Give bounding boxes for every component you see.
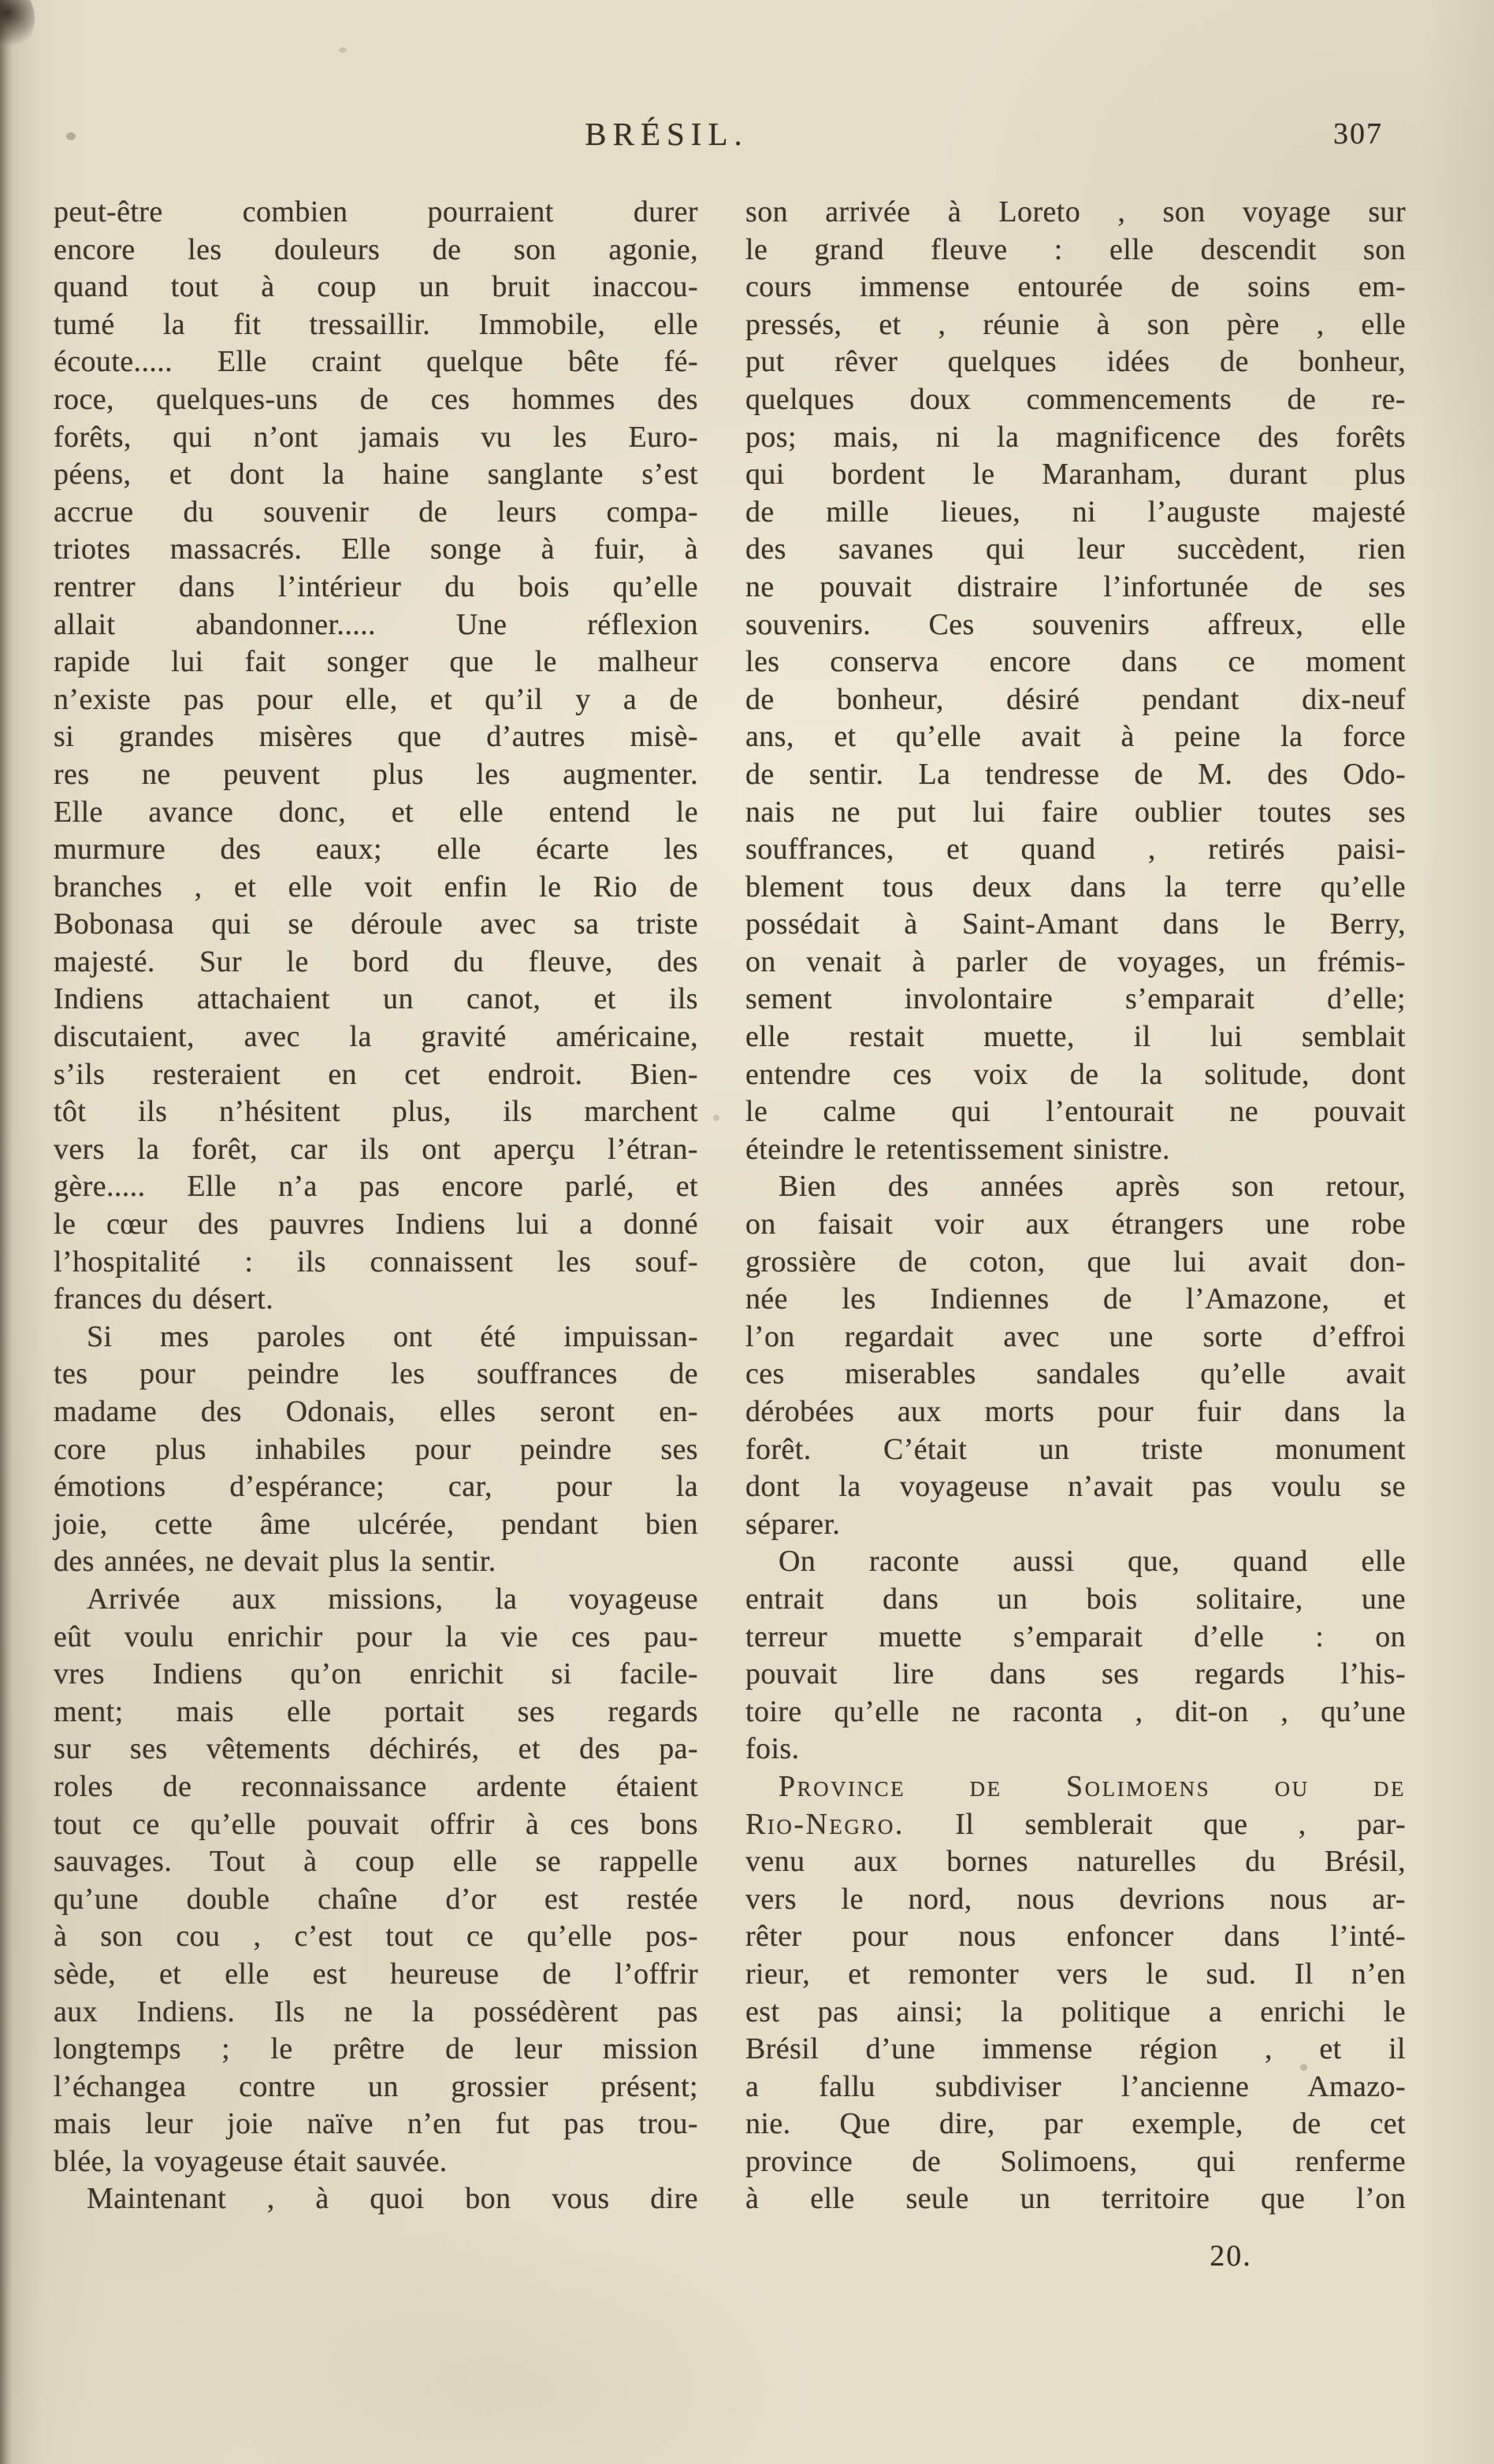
text-line: entendre ces voix de la solitude, dont: [745, 1057, 1406, 1091]
page-header: [0, 115, 1494, 162]
text-line: province de Solimoens, qui renferme: [745, 2144, 1406, 2178]
text-line: séparer.: [745, 1507, 841, 1541]
text-line: souvenirs. Ces souvenirs affreux, elle: [745, 607, 1406, 641]
text-line: l’hospitalité : ils connaissent les souf-: [54, 1245, 698, 1278]
text-line: terreur muette s’emparait d’elle : on: [745, 1620, 1406, 1653]
text-line: mais leur joie naïve n’en fut pas trou-: [54, 2107, 698, 2141]
text-line: ces miserables sandales qu’elle avait: [745, 1357, 1406, 1391]
running-title: BRÉSIL.: [585, 116, 749, 152]
text-line: On raconte aussi que, quand elle: [779, 1545, 1406, 1579]
text-line: quand tout à coup un bruit inaccou-: [54, 270, 698, 304]
text-line: fois.: [745, 1732, 800, 1766]
text-line: grossière de coton, que lui avait don-: [745, 1245, 1406, 1278]
text-line: dérobées aux morts pour fuir dans la: [745, 1395, 1406, 1428]
text-line: entrait dans un bois solitaire, une: [745, 1582, 1406, 1616]
text-line: sement involontaire s’emparait d’elle;: [745, 982, 1406, 1016]
text-line: rentrer dans l’intérieur du bois qu’elle: [54, 570, 698, 603]
text-segment: Il semblerait que , par-: [904, 1807, 1406, 1841]
text-line: joie, cette âme ulcérée, pendant bien: [54, 1507, 698, 1541]
text-line: discutaient, avec la gravité américaine,: [54, 1020, 698, 1054]
left-column: [54, 194, 698, 2218]
text-line: qui bordent le Maranham, durant plus: [745, 458, 1406, 492]
text-line: Arrivée aux missions, la voyageuse: [87, 1582, 698, 1616]
text-line: des années, ne devait plus la sentir.: [54, 1545, 496, 1579]
text-line: les conserva encore dans ce moment: [745, 645, 1406, 679]
text-line: l’échangea contre un grossier présent;: [54, 2069, 698, 2103]
text-line: forêt. C’était un triste monument: [745, 1432, 1406, 1466]
text-line: le grand fleuve : elle descendit son: [745, 232, 1406, 266]
text-line: sède, et elle est heureuse de l’offrir: [54, 1957, 698, 1991]
text-line: res ne peuvent plus les augmenter.: [54, 757, 698, 791]
paper-speck: [0, 0, 35, 49]
text-line: Province de Solimoens ou de: [779, 1769, 1406, 1803]
text-line: rieur, et remonter vers le sud. Il n’en: [745, 1957, 1406, 1991]
text-line: dont la voyageuse n’avait pas voulu se: [745, 1470, 1406, 1504]
text-line: put rêver quelques idées de bonheur,: [745, 345, 1406, 379]
text-line: murmure des eaux; elle écarte les: [54, 833, 698, 866]
text-line: est pas ainsi; la politique a enrichi le: [745, 1995, 1406, 2028]
text-line: de mille lieues, ni l’auguste majesté: [745, 495, 1406, 529]
text-block: [54, 194, 1406, 2218]
text-line: cours immense entourée de soins em-: [745, 270, 1406, 304]
text-line: l’on regardait avec une sorte d’effroi: [745, 1319, 1406, 1353]
text-line: eût voulu enrichir pour la vie ces pau-: [54, 1620, 698, 1653]
text-line: née les Indiennes de l’Amazone, et: [745, 1282, 1406, 1316]
text-line: branches , et elle voit enfin le Rio de: [54, 870, 698, 904]
text-line: gère..... Elle n’a pas encore parlé, et: [54, 1170, 698, 1204]
text-line: a fallu subdiviser l’ancienne Amazo-: [745, 2069, 1406, 2103]
text-line: quelques doux commencements de re-: [745, 382, 1406, 416]
text-line: pressés, et , réunie à son père , elle: [745, 307, 1406, 341]
text-line: pouvait lire dans ses regards l’his-: [745, 1657, 1406, 1691]
text-line: émotions d’espérance; car, pour la: [54, 1470, 698, 1504]
sheet-signature: 20.: [1210, 2239, 1252, 2273]
text-line: péens, et dont la haine sanglante s’est: [54, 458, 698, 492]
paper-speck: [339, 47, 347, 53]
text-line: encore les douleurs de son agonie,: [54, 232, 698, 266]
text-line: roce, quelques-uns de ces hommes des: [54, 382, 698, 416]
text-line: Bien des années après son retour,: [779, 1170, 1406, 1204]
text-line: madame des Odonais, elles seront en-: [54, 1395, 698, 1428]
text-line: de bonheur, désiré pendant dix-neuf: [745, 682, 1406, 716]
text-line: triotes massacrés. Elle songe à fuir, à: [54, 533, 698, 566]
text-line: allait abandonner..... Une réflexion: [54, 607, 698, 641]
text-segment: Rio-Negro.: [745, 1807, 905, 1841]
text-line: vers le nord, nous devrions nous ar-: [745, 1882, 1406, 1916]
text-line: Bobonasa qui se déroule avec sa triste: [54, 907, 698, 941]
text-line: possédait à Saint-Amant dans le Berry,: [745, 907, 1406, 941]
text-line: toire qu’elle ne raconta , dit-on , qu’une: [745, 1694, 1406, 1728]
text-line: nie. Que dire, par exemple, de cet: [745, 2107, 1406, 2141]
page-number: 307: [1333, 117, 1383, 150]
text-line: tumé la fit tressaillir. Immobile, elle: [54, 307, 698, 341]
text-line: à son cou , c’est tout ce qu’elle pos-: [54, 1920, 698, 1954]
text-line: Elle avance donc, et elle entend le: [54, 795, 698, 829]
text-line: ne pouvait distraire l’infortunée de ses: [745, 570, 1406, 603]
text-line: sur ses vêtements déchirés, et des pa-: [54, 1732, 698, 1766]
text-line: n’existe pas pour elle, et qu’il y a de: [54, 682, 698, 716]
text-line: blement tous deux dans la terre qu’elle: [745, 870, 1406, 904]
text-line: pos; mais, ni la magnificence des forêts: [745, 420, 1406, 454]
text-line: venu aux bornes naturelles du Brésil,: [745, 1845, 1406, 1879]
text-line: on faisait voir aux étrangers une robe: [745, 1208, 1406, 1241]
text-line: éteindre le retentissement sinistre.: [745, 1132, 1170, 1166]
text-line: ans, et qu’elle avait à peine la force: [745, 720, 1406, 754]
text-line: nais ne put lui faire oublier toutes ses: [745, 795, 1406, 829]
text-line: tout ce qu’elle pouvait offrir à ces bons: [54, 1807, 698, 1841]
text-line: des savanes qui leur succèdent, rien: [745, 533, 1406, 566]
text-line: souffrances, et quand , retirés paisi-: [745, 833, 1406, 866]
text-line: roles de reconnaissance ardente étaient: [54, 1769, 698, 1803]
text-line: aux Indiens. Ils ne la possédèrent pas: [54, 1995, 698, 2028]
text-line: ment; mais elle portait ses regards: [54, 1694, 698, 1728]
text-line: écoute..... Elle craint quelque bête fé-: [54, 345, 698, 379]
scan-left-edge-shadow: [0, 0, 13, 2464]
text-line: tôt ils n’hésitent plus, ils marchent: [54, 1095, 698, 1129]
text-line: Indiens attachaient un canot, et ils: [54, 982, 698, 1016]
text-line: rêter pour nous enfoncer dans l’inté-: [745, 1920, 1406, 1954]
text-line: le calme qui l’entourait ne pouvait: [745, 1095, 1406, 1129]
text-line: Si mes paroles ont été impuissan-: [87, 1319, 698, 1353]
right-column: [745, 194, 1406, 2218]
text-line: [745, 1806, 1406, 1844]
text-line: son arrivée à Loreto , son voyage sur: [745, 195, 1406, 228]
text-line: blée, la voyageuse était sauvée.: [54, 2144, 448, 2178]
text-line: sauvages. Tout à coup elle se rappelle: [54, 1845, 698, 1879]
text-line: vers la forêt, car ils ont aperçu l’étran-: [54, 1132, 698, 1166]
text-line: majesté. Sur le bord du fleuve, des: [54, 944, 698, 978]
text-line: accrue du souvenir de leurs compa-: [54, 495, 698, 529]
text-line: Brésil d’une immense région , et il: [745, 2032, 1406, 2066]
text-line: le cœur des pauvres Indiens lui a donné: [54, 1208, 698, 1241]
text-line: à elle seule un territoire que l’on: [745, 2182, 1406, 2216]
text-line: s’ils resteraient en cet endroit. Bien-: [54, 1057, 698, 1091]
text-line: frances du désert.: [54, 1282, 274, 1316]
text-line: vres Indiens qu’on enrichit si facile-: [54, 1657, 698, 1691]
text-line: elle restait muette, il lui semblait: [745, 1020, 1406, 1054]
text-line: tes pour peindre les souffrances de: [54, 1357, 698, 1391]
text-line: on venait à parler de voyages, un frémis-: [745, 944, 1406, 978]
text-line: peut-être combien pourraient durer: [54, 195, 698, 228]
text-line: core plus inhabiles pour peindre ses: [54, 1432, 698, 1466]
text-line: de sentir. La tendresse de M. des Odo-: [745, 757, 1406, 791]
text-line: forêts, qui n’ont jamais vu les Euro-: [54, 420, 698, 454]
text-line: qu’une double chaîne d’or est restée: [54, 1882, 698, 1916]
text-line: si grandes misères que d’autres misè-: [54, 720, 698, 754]
text-line: rapide lui fait songer que le malheur: [54, 645, 698, 679]
text-line: Maintenant , à quoi bon vous dire: [87, 2182, 698, 2216]
text-line: longtemps ; le prêtre de leur mission: [54, 2032, 698, 2066]
